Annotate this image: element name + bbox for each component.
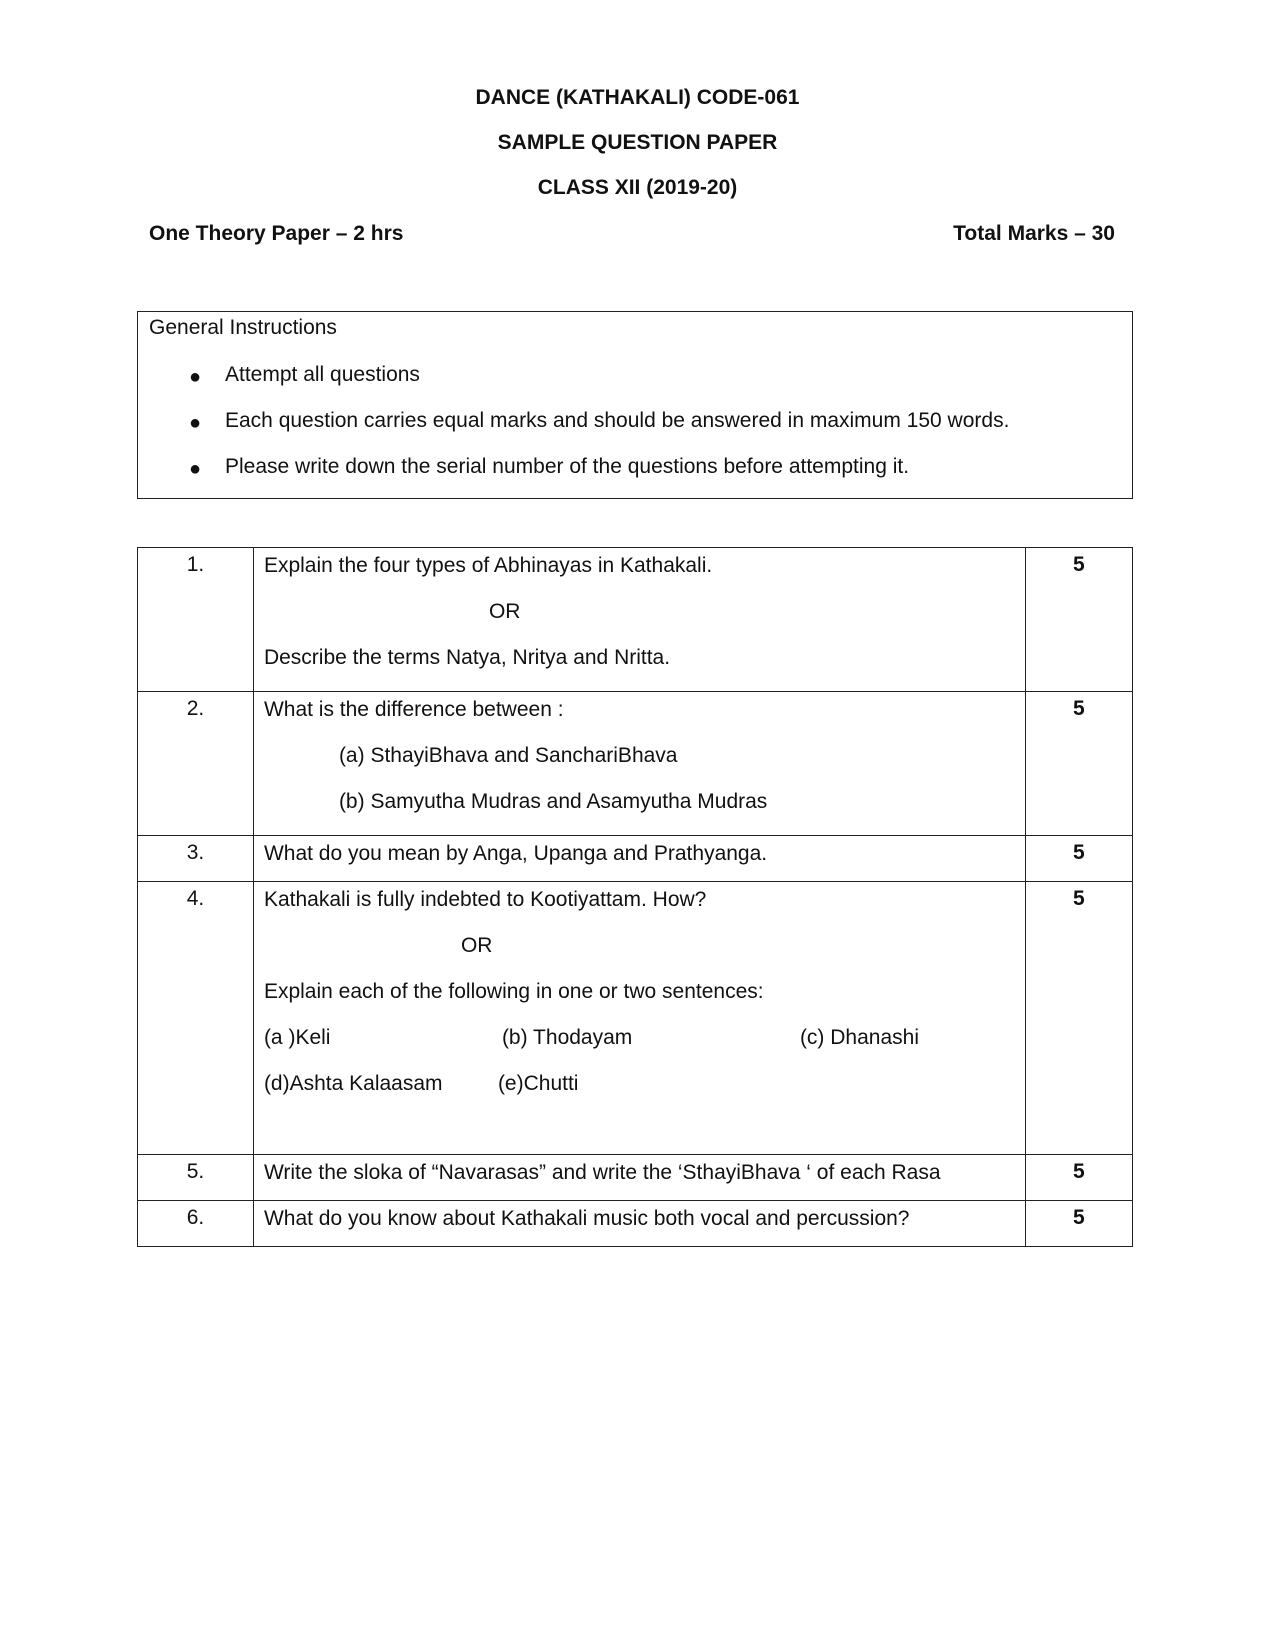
question-part: (b) Samyutha Mudras and Asamyutha Mudras [338,790,768,813]
instruction-item [138,454,1009,500]
bullet-icon: ● [189,366,202,388]
instruction-item [138,362,1009,408]
question-text: What is the difference between : [263,698,564,721]
paper-total-marks: Total Marks – 30 [953,222,1115,245]
term: (d)Ashta Kalaasam [263,1072,443,1095]
term: (e)Chutti [497,1072,579,1095]
question-number: 5. [138,1155,254,1201]
terms-row [264,1025,1015,1071]
question-marks: 5 [1025,836,1132,882]
question-part: (a) SthayiBhava and SanchariBhava [338,744,678,767]
instructions-list [138,362,1009,500]
paper-class: CLASS XII (2019-20) [537,176,738,199]
instruction-text: Please write down the serial number of the questions before attempting it. [225,455,910,478]
question-alt-text: Describe the terms Natya, Nritya and Nritta. [263,646,671,669]
or-label: OR [460,934,493,957]
question-row [138,1155,1133,1201]
question-alt-text: Explain each of the following in one or two sentences: [263,980,764,1003]
or-label: OR [488,600,521,623]
question-number: 4. [138,882,254,1155]
instruction-text: Attempt all questions [225,363,420,386]
question-row [138,692,1133,836]
question-marks: 5 [1025,882,1132,1155]
paper-subtitle: SAMPLE QUESTION PAPER [497,131,778,154]
question-number: 1. [138,548,254,692]
bullet-icon: ● [189,412,202,434]
question-text: Write the sloka of “Navarasas” and write the ‘SthayiBhava ‘ of each Rasa [263,1161,941,1184]
question-cell [253,1155,1025,1201]
questions-table [137,547,1133,1247]
general-instructions-box [137,311,1133,499]
instruction-item [138,408,1009,454]
question-row [138,1201,1133,1247]
paper-title: DANCE (KATHAKALI) CODE-061 [475,86,800,109]
question-row [138,548,1133,692]
question-text: What do you mean by Anga, Upanga and Prathyanga. [263,842,768,865]
question-number: 2. [138,692,254,836]
question-row [138,836,1133,882]
question-cell [253,882,1025,1155]
question-cell [253,692,1025,836]
question-text: Explain the four types of Abhinayas in Kathakali. [263,554,713,577]
terms-row [264,1071,1015,1117]
instruction-text: Each question carries equal marks and should be answered in maximum 150 words. [225,409,1010,432]
question-marks: 5 [1025,692,1132,836]
term: (c) Dhanashi [799,1026,919,1049]
question-number: 3. [138,836,254,882]
question-cell [253,836,1025,882]
question-number: 6. [138,1201,254,1247]
question-marks: 5 [1025,548,1132,692]
question-marks: 5 [1025,1201,1132,1247]
term: (b) Thodayam [501,1026,633,1049]
question-marks: 5 [1025,1155,1132,1201]
question-text: Kathakali is fully indebted to Kootiyattam. How? [263,888,707,911]
paper-duration: One Theory Paper – 2 hrs [149,222,404,245]
question-cell [253,1201,1025,1247]
question-text: What do you know about Kathakali music both vocal and percussion? [263,1207,910,1230]
instructions-title: General Instructions [149,316,337,339]
bullet-icon: ● [189,458,202,480]
term: (a )Keli [263,1026,331,1049]
question-row [138,882,1133,1155]
question-cell [253,548,1025,692]
